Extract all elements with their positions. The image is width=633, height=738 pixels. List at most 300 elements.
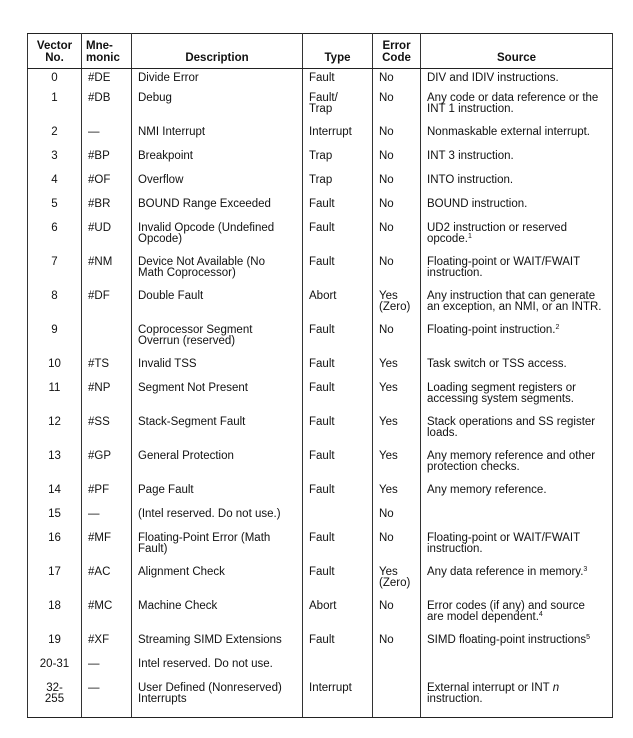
cell-error-code-text: No xyxy=(379,126,394,138)
cell-source-italic: n xyxy=(552,682,560,694)
cell-description xyxy=(132,683,303,718)
cell-type xyxy=(303,325,373,359)
cell-description xyxy=(132,151,303,175)
cell-type xyxy=(303,567,373,601)
cell-mnemonic-text: #PF xyxy=(88,484,110,496)
cell-description xyxy=(132,325,303,359)
table-row xyxy=(28,199,613,223)
header-vector-line2: No. xyxy=(45,52,64,64)
cell-source xyxy=(421,93,613,127)
cell-source xyxy=(421,601,613,635)
cell-description-text: Overflow xyxy=(138,174,184,186)
cell-vector-text: 10 xyxy=(48,358,61,370)
cell-error-code xyxy=(373,291,421,325)
cell-description xyxy=(132,533,303,567)
cell-error-code xyxy=(373,683,421,718)
cell-vector-text: 13 xyxy=(48,450,61,462)
cell-source-text: Nonmaskable external interrupt. xyxy=(427,126,590,138)
cell-source-text: Error codes (if any) and source are model dependent. xyxy=(427,600,585,623)
cell-description-text: BOUND Range Exceeded xyxy=(138,198,271,210)
cell-source-text: Any code or data reference or the INT 1 instruction. xyxy=(427,92,599,115)
cell-vector xyxy=(28,223,82,257)
cell-type-text: Fault xyxy=(309,222,335,234)
table-row xyxy=(28,359,613,383)
cell-error-code-text: Yes xyxy=(379,358,398,370)
table-row xyxy=(28,567,613,601)
cell-description xyxy=(132,69,303,94)
cell-mnemonic-text: #DB xyxy=(88,92,111,104)
table-header xyxy=(28,34,613,69)
header-error-code xyxy=(373,34,421,69)
cell-error-code-text: No xyxy=(379,174,394,186)
cell-source xyxy=(421,199,613,223)
table-row xyxy=(28,417,613,451)
cell-description-text: Streaming SIMD Extensions xyxy=(138,634,282,646)
table-row xyxy=(28,683,613,718)
cell-vector xyxy=(28,199,82,223)
cell-vector xyxy=(28,485,82,509)
header-mnemonic-line1: Mne- xyxy=(86,40,113,52)
cell-error-code-text: No xyxy=(379,324,394,336)
cell-type-text: Fault xyxy=(309,72,335,84)
cell-description-text: Invalid Opcode (Undefined Opcode) xyxy=(138,222,275,245)
cell-error-code xyxy=(373,359,421,383)
table-row xyxy=(28,69,613,94)
cell-error-code-text: No xyxy=(379,222,394,234)
cell-type-text: Fault/ Trap xyxy=(309,92,338,115)
cell-vector-text: 6 xyxy=(51,222,58,234)
cell-description-text: Segment Not Present xyxy=(138,382,248,394)
header-description: Description xyxy=(132,34,303,69)
cell-type-text: Fault xyxy=(309,566,335,578)
cell-source-text: Loading segment registers or accessing system segments. xyxy=(427,382,576,405)
cell-vector xyxy=(28,359,82,383)
cell-description-text: Alignment Check xyxy=(138,566,225,578)
table-row xyxy=(28,151,613,175)
header-error-line2: Code xyxy=(382,52,411,64)
cell-mnemonic xyxy=(82,635,132,659)
cell-vector-text: 20-31 xyxy=(39,658,70,670)
cell-vector-text: 15 xyxy=(48,508,61,520)
cell-description-text: General Protection xyxy=(138,450,234,462)
cell-mnemonic-text: #TS xyxy=(88,358,110,370)
cell-mnemonic xyxy=(82,533,132,567)
cell-type xyxy=(303,291,373,325)
cell-mnemonic xyxy=(82,93,132,127)
table-row xyxy=(28,485,613,509)
cell-description-text: (Intel reserved. Do not use.) xyxy=(138,508,281,520)
header-vector-no xyxy=(28,34,82,69)
cell-type xyxy=(303,151,373,175)
cell-description xyxy=(132,199,303,223)
cell-error-code-text: No xyxy=(379,532,394,544)
cell-error-code xyxy=(373,533,421,567)
cell-mnemonic xyxy=(82,383,132,417)
cell-description-text: Intel reserved. Do not use. xyxy=(138,658,273,670)
cell-description xyxy=(132,485,303,509)
cell-vector xyxy=(28,601,82,635)
cell-vector xyxy=(28,683,82,718)
cell-description xyxy=(132,451,303,485)
cell-description xyxy=(132,601,303,635)
cell-mnemonic xyxy=(82,683,132,718)
cell-error-code-text: No xyxy=(379,508,394,520)
cell-error-code-text: No xyxy=(379,92,394,104)
cell-vector-text: 12 xyxy=(48,416,61,428)
cell-error-code xyxy=(373,451,421,485)
cell-type-text: Fault xyxy=(309,450,335,462)
cell-type xyxy=(303,635,373,659)
cell-error-code xyxy=(373,601,421,635)
cell-error-code-text: Yes (Zero) xyxy=(379,566,411,589)
header-type: Type xyxy=(303,34,373,69)
cell-source-text: Stack operations and SS register loads. xyxy=(427,416,596,439)
cell-vector xyxy=(28,635,82,659)
cell-type-text: Trap xyxy=(309,174,333,186)
cell-source-tail: instruction. xyxy=(427,693,483,705)
cell-vector-text: 19 xyxy=(48,634,61,646)
cell-type-text: Interrupt xyxy=(309,126,352,138)
cell-mnemonic-text: #DE xyxy=(88,72,111,84)
cell-source-text: Any instruction that can generate an exception, an NMI, or an INTR. xyxy=(427,290,602,313)
cell-type-text: Fault xyxy=(309,358,335,370)
cell-vector xyxy=(28,325,82,359)
cell-type xyxy=(303,93,373,127)
cell-description xyxy=(132,223,303,257)
cell-vector-text: 16 xyxy=(48,532,61,544)
interrupt-vector-table xyxy=(27,33,613,718)
cell-error-code xyxy=(373,383,421,417)
cell-mnemonic xyxy=(82,601,132,635)
table-row xyxy=(28,509,613,533)
header-row xyxy=(28,34,613,69)
cell-error-code-text: No xyxy=(379,256,394,268)
cell-error-code xyxy=(373,69,421,94)
header-mnemonic-line2: monic xyxy=(86,52,120,64)
cell-vector-text: 11 xyxy=(48,382,61,394)
cell-source-text: DIV and IDIV instructions. xyxy=(427,72,559,84)
cell-error-code xyxy=(373,635,421,659)
cell-type-text: Fault xyxy=(309,198,335,210)
cell-error-code xyxy=(373,567,421,601)
cell-vector-text: 18 xyxy=(48,600,61,612)
cell-type xyxy=(303,175,373,199)
cell-source-text: INT 3 instruction. xyxy=(427,150,514,162)
cell-description xyxy=(132,175,303,199)
table-row xyxy=(28,659,613,683)
cell-source xyxy=(421,257,613,291)
cell-description-text: Breakpoint xyxy=(138,150,193,162)
cell-error-code-text: No xyxy=(379,198,394,210)
cell-mnemonic-text: #BP xyxy=(88,150,110,162)
cell-source xyxy=(421,659,613,683)
cell-vector xyxy=(28,257,82,291)
cell-vector xyxy=(28,659,82,683)
cell-vector-text: 5 xyxy=(51,198,58,210)
cell-type xyxy=(303,485,373,509)
cell-vector xyxy=(28,567,82,601)
footnote-marker: 4 xyxy=(538,611,543,618)
cell-error-code-text: Yes xyxy=(379,450,398,462)
cell-type-text: Fault xyxy=(309,532,335,544)
cell-mnemonic xyxy=(82,509,132,533)
cell-error-code xyxy=(373,93,421,127)
cell-vector xyxy=(28,451,82,485)
cell-source xyxy=(421,151,613,175)
cell-description xyxy=(132,509,303,533)
cell-source-text: Floating-point or WAIT/FWAIT instruction. xyxy=(427,532,581,555)
cell-description-text: Debug xyxy=(138,92,172,104)
footnote-marker: 3 xyxy=(583,566,588,573)
cell-type xyxy=(303,223,373,257)
cell-mnemonic-text: — xyxy=(88,682,100,694)
cell-error-code-text: No xyxy=(379,634,394,646)
cell-mnemonic-text: — xyxy=(88,658,100,670)
table-row xyxy=(28,601,613,635)
cell-source xyxy=(421,683,613,718)
cell-type-text: Trap xyxy=(309,150,333,162)
cell-description-text: Double Fault xyxy=(138,290,204,302)
cell-vector-text: 9 xyxy=(51,324,58,336)
cell-mnemonic xyxy=(82,69,132,94)
cell-mnemonic xyxy=(82,291,132,325)
cell-mnemonic-text: #NP xyxy=(88,382,111,394)
cell-type xyxy=(303,417,373,451)
cell-vector xyxy=(28,291,82,325)
footnote-marker: 2 xyxy=(555,324,560,331)
table-body xyxy=(28,69,613,718)
cell-mnemonic-text: #MC xyxy=(88,600,113,612)
cell-description xyxy=(132,127,303,151)
cell-description xyxy=(132,567,303,601)
cell-source xyxy=(421,325,613,359)
cell-source xyxy=(421,127,613,151)
cell-mnemonic xyxy=(82,485,132,509)
cell-mnemonic-text: #MF xyxy=(88,532,111,544)
cell-mnemonic-text: #UD xyxy=(88,222,112,234)
cell-mnemonic-text: — xyxy=(88,126,100,138)
table-row xyxy=(28,533,613,567)
cell-error-code xyxy=(373,127,421,151)
cell-source-text: Task switch or TSS access. xyxy=(427,358,567,370)
cell-mnemonic-text: #NM xyxy=(88,256,113,268)
cell-source xyxy=(421,291,613,325)
cell-vector xyxy=(28,175,82,199)
cell-source-text: Any data reference in memory. xyxy=(427,566,584,578)
header-source: Source xyxy=(421,34,613,69)
cell-source xyxy=(421,509,613,533)
cell-error-code-text: Yes xyxy=(379,382,398,394)
cell-vector xyxy=(28,509,82,533)
cell-type-text: Fault xyxy=(309,324,335,336)
cell-source-text: External interrupt or INT xyxy=(427,682,553,694)
cell-source-text: Any memory reference and other protection checks. xyxy=(427,450,596,473)
cell-description xyxy=(132,417,303,451)
cell-description-text: Page Fault xyxy=(138,484,194,496)
header-mnemonic xyxy=(82,34,132,69)
cell-vector xyxy=(28,151,82,175)
cell-type-text: Fault xyxy=(309,484,335,496)
cell-mnemonic xyxy=(82,257,132,291)
cell-source-text: Any memory reference. xyxy=(427,484,547,496)
cell-error-code-text: No xyxy=(379,600,394,612)
cell-source xyxy=(421,175,613,199)
cell-vector xyxy=(28,127,82,151)
cell-error-code xyxy=(373,151,421,175)
cell-error-code xyxy=(373,485,421,509)
cell-type-text: Fault xyxy=(309,256,335,268)
header-error-line1: Error xyxy=(382,40,411,52)
cell-description xyxy=(132,257,303,291)
cell-source xyxy=(421,223,613,257)
cell-vector xyxy=(28,93,82,127)
cell-source xyxy=(421,533,613,567)
cell-mnemonic xyxy=(82,127,132,151)
cell-vector-text: 14 xyxy=(48,484,61,496)
cell-mnemonic xyxy=(82,451,132,485)
cell-description-text: Invalid TSS xyxy=(138,358,197,370)
cell-description-text: Stack-Segment Fault xyxy=(138,416,246,428)
cell-mnemonic xyxy=(82,659,132,683)
cell-description-text: Machine Check xyxy=(138,600,218,612)
cell-mnemonic-text: #OF xyxy=(88,174,111,186)
cell-mnemonic xyxy=(82,151,132,175)
cell-source-text: SIMD floating-point instructions xyxy=(427,634,587,646)
table-row xyxy=(28,291,613,325)
footnote-marker: 1 xyxy=(467,233,472,240)
table-row xyxy=(28,127,613,151)
cell-source xyxy=(421,485,613,509)
cell-error-code xyxy=(373,199,421,223)
cell-vector-text: 0 xyxy=(51,72,58,84)
cell-type xyxy=(303,601,373,635)
cell-error-code xyxy=(373,417,421,451)
cell-description xyxy=(132,383,303,417)
cell-mnemonic-text: #DF xyxy=(88,290,110,302)
cell-description xyxy=(132,93,303,127)
cell-type xyxy=(303,659,373,683)
cell-vector xyxy=(28,383,82,417)
cell-type-text: Interrupt xyxy=(309,682,352,694)
cell-mnemonic-text: #AC xyxy=(88,566,111,578)
cell-error-code xyxy=(373,509,421,533)
cell-type xyxy=(303,199,373,223)
cell-type-text: Fault xyxy=(309,382,335,394)
cell-mnemonic xyxy=(82,223,132,257)
cell-type xyxy=(303,509,373,533)
cell-error-code xyxy=(373,223,421,257)
cell-type-text: Abort xyxy=(309,600,337,612)
cell-vector-text: 17 xyxy=(48,566,61,578)
cell-error-code xyxy=(373,175,421,199)
cell-mnemonic xyxy=(82,359,132,383)
cell-error-code xyxy=(373,257,421,291)
cell-vector-text: 2 xyxy=(51,126,58,138)
cell-vector-text: 8 xyxy=(51,290,58,302)
cell-source xyxy=(421,69,613,94)
cell-mnemonic-text: #SS xyxy=(88,416,110,428)
cell-description-text: Divide Error xyxy=(138,72,199,84)
cell-error-code-text: Yes (Zero) xyxy=(379,290,411,313)
footnote-marker: 5 xyxy=(586,634,591,641)
cell-description-text: Coprocessor Segment Overrun (reserved) xyxy=(138,324,253,347)
table-row xyxy=(28,223,613,257)
cell-vector-text: 32- 255 xyxy=(44,682,65,705)
cell-vector xyxy=(28,69,82,94)
cell-source xyxy=(421,383,613,417)
cell-error-code-text: No xyxy=(379,150,394,162)
cell-type-text: Fault xyxy=(309,416,335,428)
cell-source-text: UD2 instruction or reserved opcode. xyxy=(427,222,567,245)
cell-source xyxy=(421,417,613,451)
cell-type-text: Fault xyxy=(309,634,335,646)
cell-source-text: BOUND instruction. xyxy=(427,198,528,210)
cell-source xyxy=(421,359,613,383)
cell-type-text: Abort xyxy=(309,290,337,302)
cell-description-text: Device Not Available (No Math Coprocessor) xyxy=(138,256,265,279)
table-row xyxy=(28,451,613,485)
cell-source-text: Floating-point or WAIT/FWAIT instruction. xyxy=(427,256,581,279)
cell-type xyxy=(303,383,373,417)
cell-source xyxy=(421,567,613,601)
cell-type xyxy=(303,69,373,94)
cell-mnemonic xyxy=(82,175,132,199)
header-vector-line1: Vector xyxy=(36,40,73,52)
cell-error-code xyxy=(373,659,421,683)
cell-description xyxy=(132,635,303,659)
cell-type xyxy=(303,359,373,383)
cell-mnemonic xyxy=(82,325,132,359)
table-row xyxy=(28,93,613,127)
cell-mnemonic-text: — xyxy=(88,508,100,520)
table-row xyxy=(28,635,613,659)
cell-vector xyxy=(28,533,82,567)
cell-source xyxy=(421,451,613,485)
cell-mnemonic-text: #XF xyxy=(88,634,110,646)
table-row xyxy=(28,175,613,199)
cell-description xyxy=(132,291,303,325)
cell-type xyxy=(303,127,373,151)
cell-error-code xyxy=(373,325,421,359)
cell-source-text: INTO instruction. xyxy=(427,174,514,186)
cell-error-code-text: Yes xyxy=(379,416,398,428)
cell-source xyxy=(421,635,613,659)
cell-error-code-text: Yes xyxy=(379,484,398,496)
cell-vector-text: 4 xyxy=(51,174,58,186)
cell-description xyxy=(132,359,303,383)
cell-description-text: User Defined (Nonreserved) Interrupts xyxy=(138,682,282,705)
cell-mnemonic xyxy=(82,417,132,451)
cell-type xyxy=(303,451,373,485)
cell-description-text: NMI Interrupt xyxy=(138,126,206,138)
cell-vector-text: 7 xyxy=(51,256,58,268)
cell-mnemonic-text: #BR xyxy=(88,198,111,210)
cell-source-text: Floating-point instruction. xyxy=(427,324,556,336)
cell-type xyxy=(303,683,373,718)
cell-type xyxy=(303,533,373,567)
cell-description-text: Floating-Point Error (Math Fault) xyxy=(138,532,271,555)
cell-mnemonic xyxy=(82,567,132,601)
cell-vector-text: 1 xyxy=(51,92,58,104)
cell-mnemonic xyxy=(82,199,132,223)
table-row xyxy=(28,325,613,359)
table-row xyxy=(28,257,613,291)
table-row xyxy=(28,383,613,417)
cell-mnemonic-text: #GP xyxy=(88,450,112,462)
cell-vector-text: 3 xyxy=(51,150,58,162)
cell-type xyxy=(303,257,373,291)
cell-vector xyxy=(28,417,82,451)
